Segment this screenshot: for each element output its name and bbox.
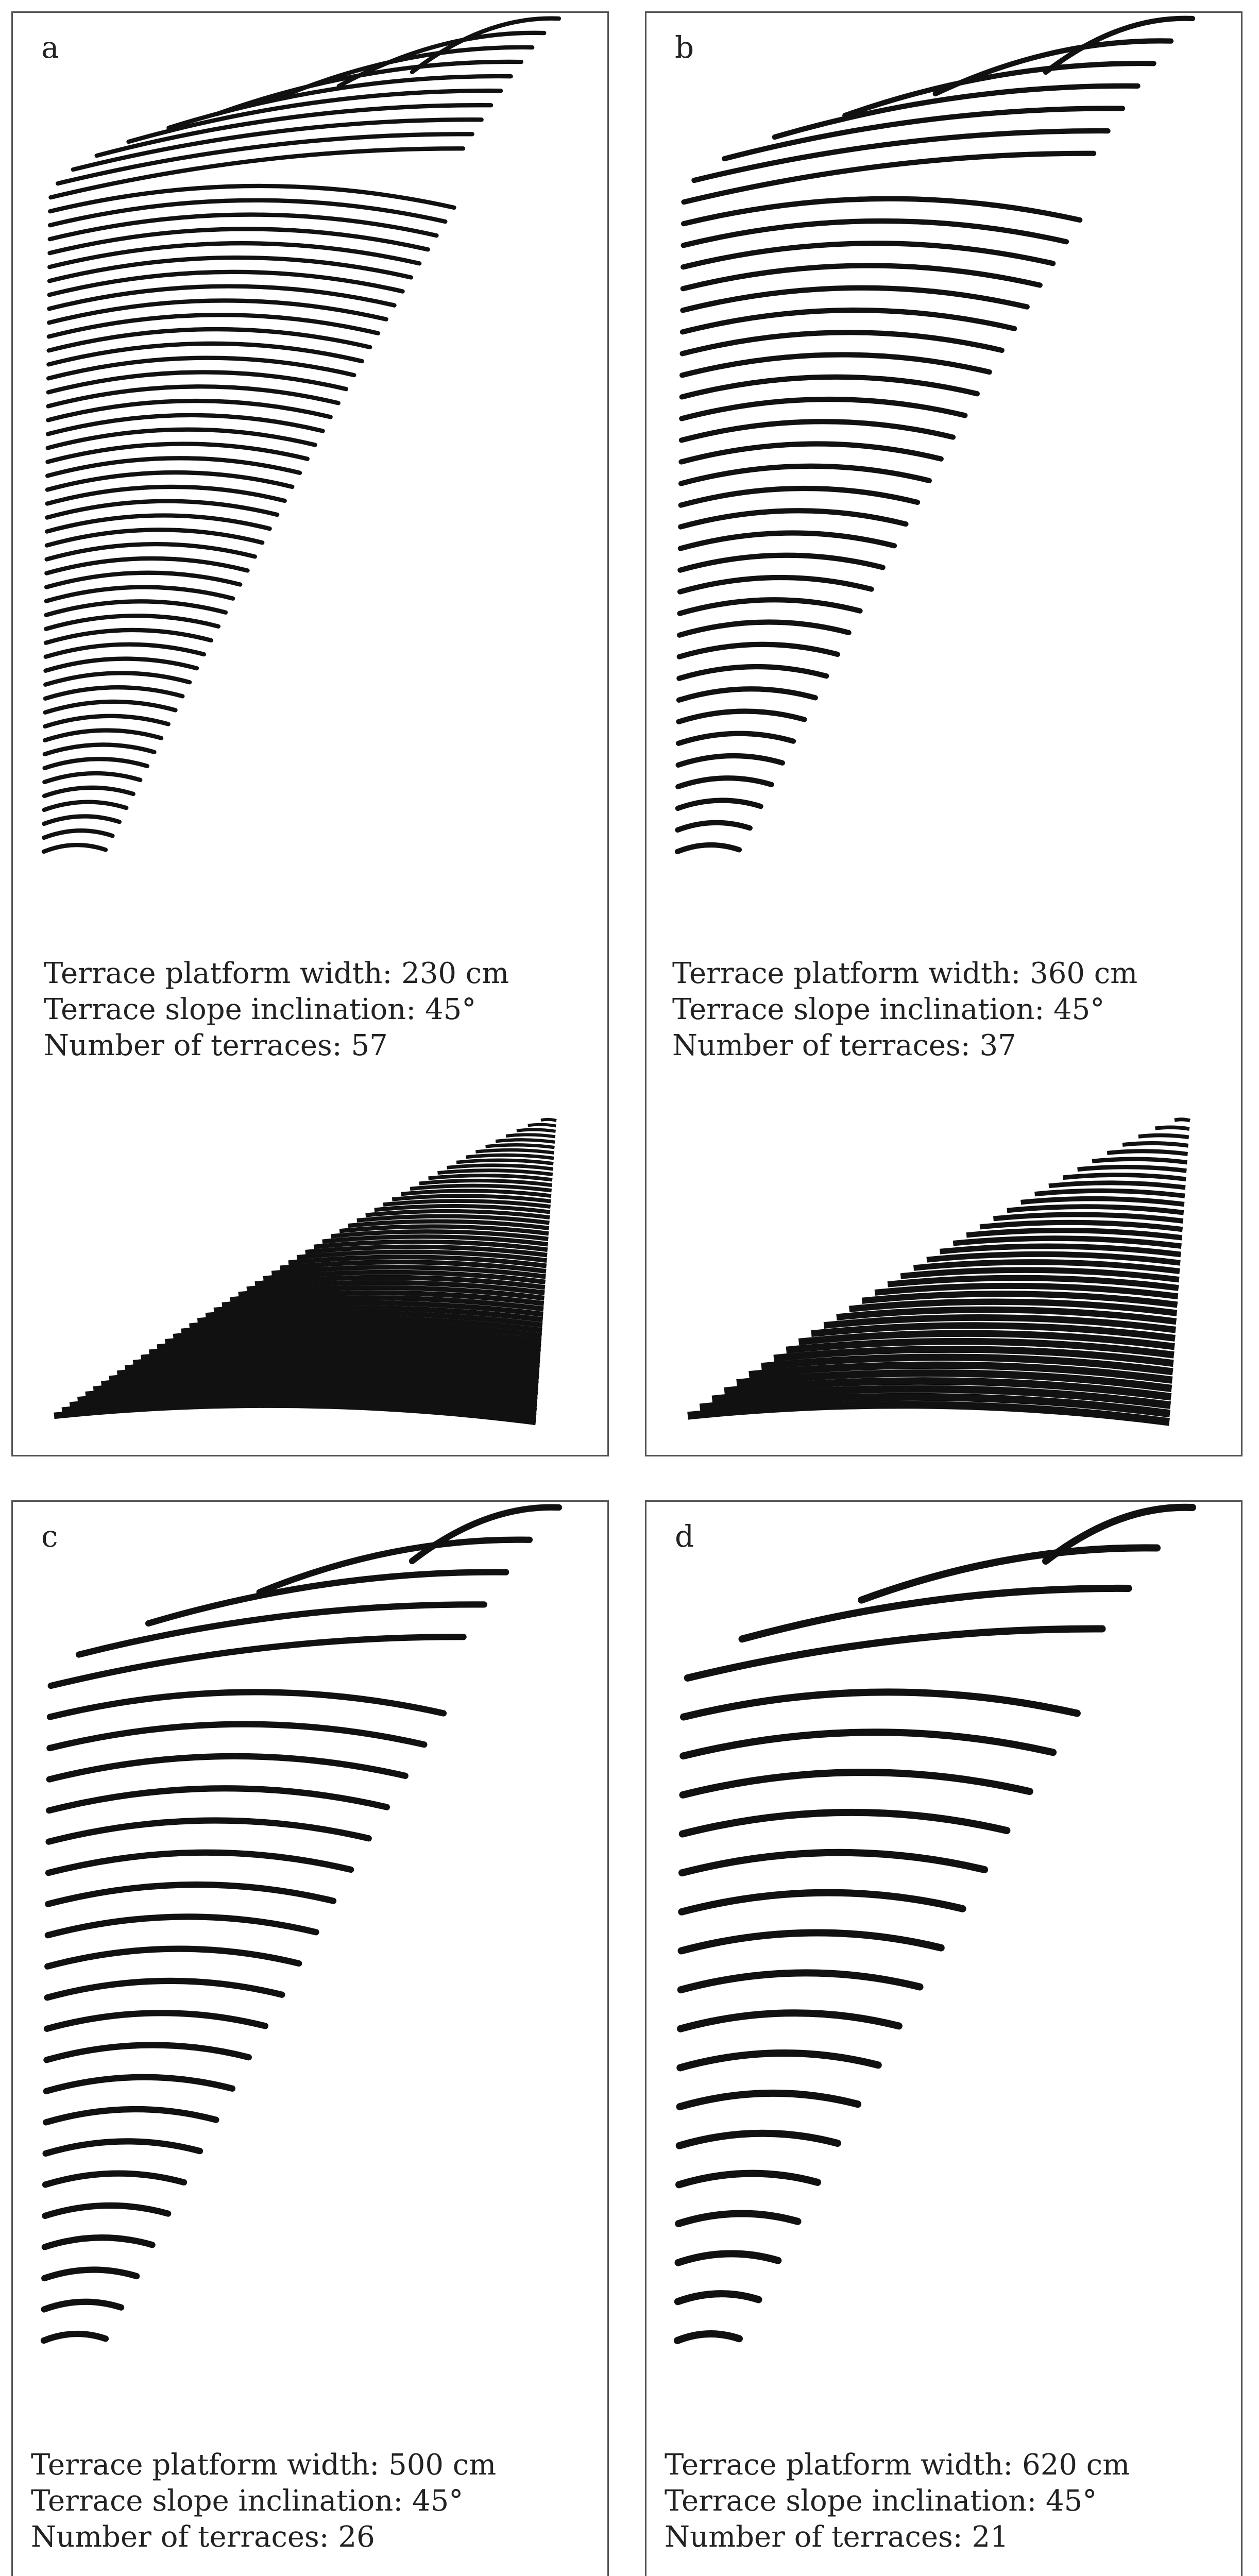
terrace-arc — [45, 2174, 184, 2185]
terrace-diagram-d — [646, 1502, 1244, 2576]
terrace-arc — [682, 1933, 941, 1951]
terrace-arc — [45, 731, 161, 740]
terrace-arc — [260, 1540, 530, 1592]
terrace-count-text: Number of terraces: 26 — [31, 2520, 375, 2554]
terrace-arc — [44, 2269, 137, 2278]
terrace-arc — [46, 587, 233, 601]
terrace-arc — [45, 659, 196, 671]
terrace-profile-band — [496, 1140, 555, 1142]
terrace-arc — [679, 711, 805, 722]
panel-label: a — [41, 30, 59, 65]
terrace-arc — [680, 2053, 878, 2067]
terrace-arc — [46, 2045, 248, 2060]
terrace-arc — [677, 823, 750, 830]
terrace-arc — [679, 2133, 838, 2146]
terrace-profile-band — [1021, 1199, 1184, 1205]
platform-width-text: Terrace platform width: 500 cm — [31, 2448, 497, 2482]
terrace-arc — [682, 354, 990, 375]
terrace-arc — [680, 2013, 899, 2029]
terrace-arc — [678, 2253, 778, 2262]
slope-inclination-text: Terrace slope inclination: 45° — [31, 2484, 464, 2518]
terrace-arc — [48, 372, 346, 392]
terrace-arc — [44, 788, 133, 796]
terrace-arc — [48, 386, 338, 406]
terrace-count-text: Number of terraces: 57 — [44, 1029, 388, 1062]
terrace-profile-band — [1175, 1120, 1190, 1121]
terrace-arc — [44, 2334, 106, 2341]
terrace-arc — [680, 578, 872, 592]
terrace-arc — [45, 759, 147, 768]
terrace-arc — [681, 466, 929, 484]
terrace-arc — [44, 831, 112, 838]
terrace-arc — [48, 1885, 333, 1904]
terrace-arc — [49, 1820, 369, 1841]
terrace-profile-band — [517, 1130, 556, 1131]
terrace-arc — [48, 344, 362, 365]
terrace-profile-band — [1138, 1136, 1189, 1138]
slope-inclination-text: Terrace slope inclination: 45° — [44, 993, 477, 1026]
terrace-arc — [681, 1973, 920, 1990]
terrace-arc — [49, 243, 419, 267]
terrace-arc — [681, 488, 917, 505]
slope-inclination-text: Terrace slope inclination: 45° — [665, 2484, 1097, 2518]
terrace-arc — [44, 2302, 121, 2310]
terrace-arc — [46, 2077, 232, 2091]
terrace-arc — [682, 377, 977, 397]
terrace-arc — [48, 1853, 351, 1873]
terrace-arc — [49, 1724, 424, 1748]
terrace-profile-band — [541, 1120, 556, 1121]
terrace-arc — [678, 734, 793, 743]
terrace-arc — [148, 1572, 506, 1623]
terrace-arc — [682, 421, 953, 440]
panel-b — [645, 11, 1243, 1456]
terrace-arc — [49, 1756, 405, 1780]
terrace-profile-band — [466, 1155, 554, 1158]
terrace-arc — [677, 845, 739, 852]
terrace-arc — [683, 265, 1040, 289]
terrace-arc — [49, 272, 403, 295]
panel-label: d — [675, 1519, 694, 1554]
terrace-arc — [45, 716, 168, 726]
terrace-arc — [44, 816, 120, 824]
terrace-arc — [679, 667, 826, 679]
terrace-profile-band — [528, 1125, 556, 1126]
platform-width-text: Terrace platform width: 230 cm — [44, 957, 509, 990]
terrace-arc — [50, 229, 428, 253]
terrace-arc — [45, 2238, 152, 2247]
terrace-arc — [678, 801, 761, 808]
terrace-arc — [684, 1692, 1077, 1717]
terrace-arc — [44, 773, 140, 782]
terrace-diagram-a — [13, 13, 610, 1458]
terrace-arc — [46, 601, 226, 615]
terrace-profile-band — [1107, 1151, 1187, 1154]
terrace-arc — [679, 689, 815, 700]
terrace-arc — [683, 1732, 1053, 1756]
caption-a — [44, 956, 509, 1064]
terrace-arc — [44, 802, 126, 810]
terrace-profile-band — [506, 1134, 555, 1137]
terrace-arc — [683, 332, 1002, 353]
terrace-arc — [680, 533, 894, 548]
terrace-arc — [47, 1949, 299, 1967]
terrace-arc — [682, 399, 965, 418]
terrace-arc — [683, 288, 1027, 311]
terrace-arc — [46, 645, 204, 657]
terrace-arc — [677, 2334, 739, 2341]
panel-label: b — [675, 30, 694, 65]
terrace-arc — [679, 2174, 818, 2185]
panel-a — [11, 11, 609, 1456]
terrace-count-text: Number of terraces: 37 — [672, 1029, 1016, 1062]
caption-c — [31, 2447, 496, 2555]
terrace-arc — [48, 1917, 316, 1935]
terrace-arc — [680, 600, 860, 613]
terrace-profile-band — [1007, 1207, 1184, 1213]
caption-b — [672, 956, 1137, 1064]
terrace-arc — [46, 616, 218, 629]
terrace-profile-band — [447, 1165, 553, 1169]
terrace-arc — [47, 1981, 282, 1997]
terrace-arc — [682, 1853, 984, 1873]
terrace-diagram-b — [646, 13, 1244, 1458]
terrace-arc — [49, 1788, 387, 1810]
terrace-arc — [679, 645, 838, 657]
terrace-arc — [683, 1812, 1007, 1834]
terrace-arc — [679, 622, 848, 635]
terrace-diagram-c — [13, 1502, 610, 2576]
panel-c — [11, 1500, 609, 2576]
terrace-arc — [680, 2093, 858, 2107]
terrace-arc — [47, 2013, 265, 2029]
caption-d — [665, 2447, 1130, 2555]
terrace-arc — [46, 630, 211, 643]
terrace-profile-band — [1122, 1143, 1188, 1146]
terrace-profile-band — [1035, 1191, 1185, 1196]
terrace-arc — [680, 511, 906, 527]
terrace-arc — [46, 2109, 216, 2122]
terrace-arc — [50, 1692, 444, 1717]
terrace-profile-band — [1078, 1167, 1187, 1171]
terrace-count-text: Number of terraces: 21 — [665, 2520, 1009, 2554]
terrace-arc — [46, 2141, 200, 2154]
terrace-arc — [49, 286, 394, 309]
terrace-arc — [49, 329, 370, 350]
terrace-arc — [45, 687, 182, 699]
terrace-arc — [680, 555, 882, 570]
terrace-profile-band — [1063, 1175, 1186, 1179]
platform-width-text: Terrace platform width: 620 cm — [665, 2448, 1130, 2482]
terrace-arc — [682, 444, 941, 462]
terrace-arc — [678, 2213, 797, 2224]
terrace-profile-band — [1049, 1183, 1185, 1188]
slope-inclination-text: Terrace slope inclination: 45° — [672, 993, 1105, 1026]
terrace-arc — [683, 1772, 1030, 1795]
terrace-arc — [45, 673, 190, 684]
terrace-arc — [684, 154, 1094, 202]
terrace-arc — [45, 744, 155, 754]
terrace-arc — [682, 1893, 962, 1912]
terrace-profile-band — [1155, 1127, 1189, 1129]
terrace-arc — [678, 756, 782, 765]
terrace-profile-band — [1092, 1159, 1187, 1163]
terrace-profile-band — [456, 1160, 553, 1164]
panel-label: c — [41, 1519, 58, 1554]
platform-width-text: Terrace platform width: 360 cm — [672, 957, 1138, 990]
terrace-arc — [44, 845, 106, 852]
terrace-arc — [49, 315, 378, 336]
terrace-arc — [683, 310, 1014, 332]
panel-d — [645, 1500, 1243, 2576]
terrace-arc — [45, 2206, 168, 2216]
terrace-arc — [48, 358, 354, 379]
terrace-arc — [49, 258, 411, 281]
terrace-profile-band — [486, 1145, 555, 1147]
terrace-arc — [412, 1507, 559, 1561]
terrace-arc — [45, 702, 176, 713]
terrace-arc — [678, 778, 771, 787]
terrace-arc — [678, 2294, 759, 2301]
terrace-profile-band — [475, 1150, 554, 1153]
terrace-arc — [49, 300, 386, 323]
